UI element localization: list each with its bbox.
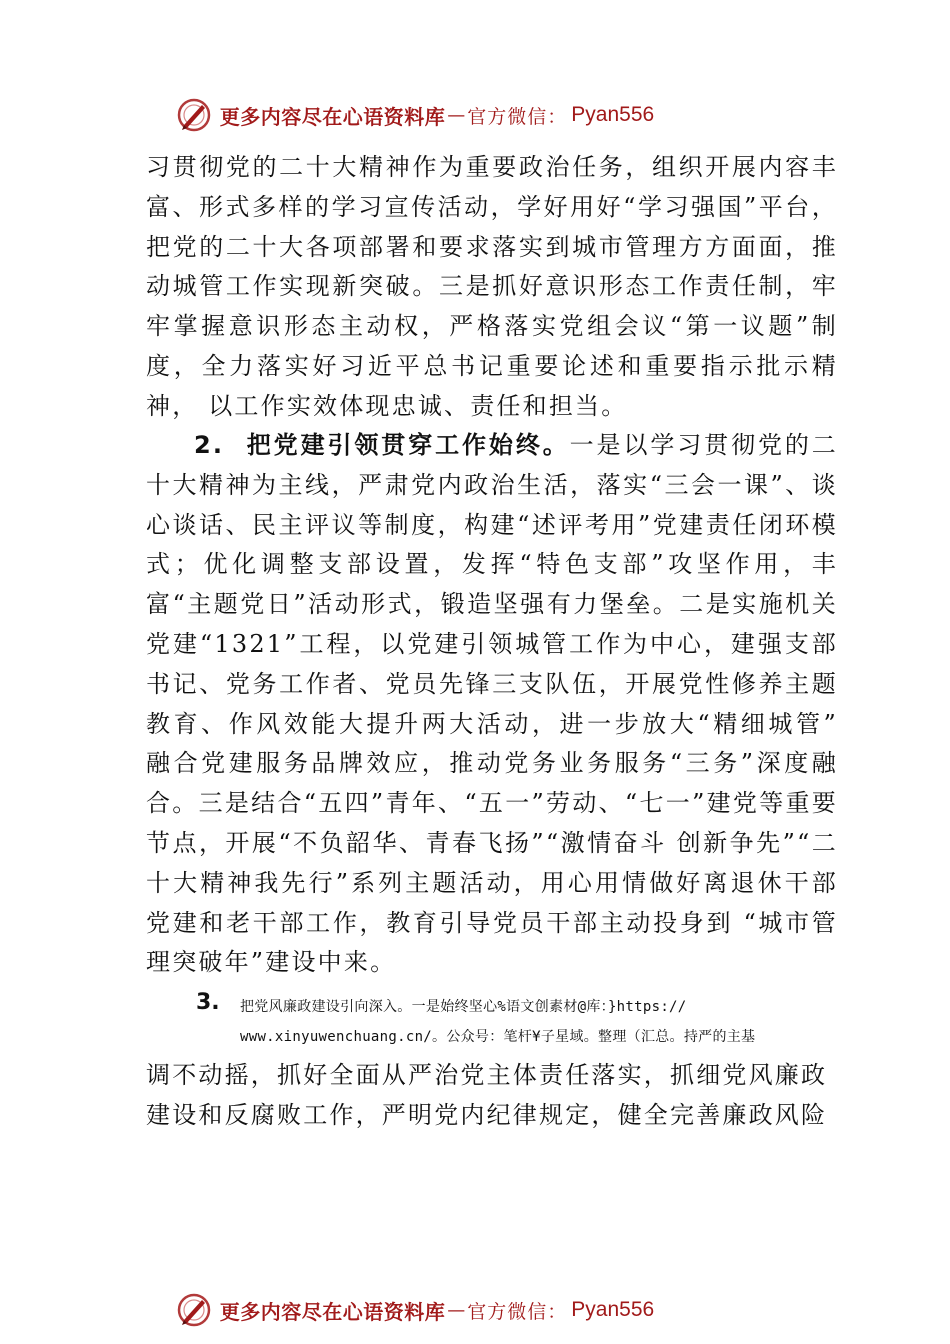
- item-2-heading: 把党建引领贯穿工作始终。: [246, 431, 570, 459]
- intro-paragraph-block: [146, 148, 838, 427]
- item-2-number: 2.: [194, 431, 225, 459]
- intro-paragraph: 习贯彻党的二十大精神作为重要政治任务，组织开展内容丰富、形式多样的学习宣传活动，学好用好“学习强国”平台， 把党的二十大各项部署和要求落实到城市管理方方面面，推 动城管工作实现新突破。三是抓好意识形态工作责任制，牢牢掌握意识形态主动权，严格落实党组会议“第一议题”制度，全力落实好习近平总书记重要论述和重要指示批示精神， 以工作实效体现忠诚、责任和担当。: [146, 153, 838, 420]
- item-3-continuation-block: [146, 1056, 838, 1136]
- banner-slogan: 更多内容尽在心语资料库: [219, 104, 446, 129]
- item-2-spacer: [224, 431, 247, 459]
- item-2-block: [146, 426, 838, 983]
- item-2-paragraph: [146, 426, 838, 983]
- footer-dash: —: [447, 1299, 466, 1321]
- item-3-line-2: www.xinyuwenchuang.cn/。公众号：笔杆¥子星域。整理（汇总。持严的主基: [240, 1029, 756, 1045]
- footer-wechat-label: 官方微信：: [467, 1300, 568, 1323]
- footer-banner: [0, 1287, 950, 1333]
- item-3-line-1: 把党风廉政建设引向深入。一是始终坚心%语文创素材@库：}https://: [240, 999, 687, 1015]
- pen-circle-logo-icon: [176, 97, 212, 133]
- banner-wechat-label: 官方微信：: [467, 105, 568, 128]
- banner-dash: —: [447, 104, 466, 126]
- footer-slogan: 更多内容尽在心语资料库: [219, 1299, 446, 1324]
- item-2-body: 一是以学习贯彻党的二十大精神为主线，严肃党内政治生活，落实“三会一课”、谈心谈话、民主评议等制度，构建“述评考用”党建责任闭环模式；优化调整支部设置，发挥“特色支部”攻坚作用，丰富“主题党日”活动形式，锻造坚强有力堡垒。二是实施机关党建“1321”工程，以党建引领城管工作为中心，建强支部书记、党务工作者、党员先锋三支队伍，开展党性修养主题教育、作风效能大提升两大活动，进一步放大“精细城管” 融合党建服务品牌效应，推动党务业务服务“三务”深度融合。三是结合“五四”青年、“五一”劳动、“七一”建党等重要节点，开展“不负韶华、青春飞扬”“激情奋斗 创新争先”“二十大精神我先行”系列主题活动，用心用情做好离退休干部党建和老干部工作，教育引导党员干部主动投身到 “城市管理突破年”建设中来。: [146, 431, 838, 977]
- pen-circle-logo-icon: [176, 1292, 212, 1328]
- item-3-small-text: [240, 992, 846, 1052]
- item-3-continuation: 调不动摇，抓好全面从严治党主体责任落实，抓细党风廉政建设和反腐败工作，严明党内纪律规定，健全完善廉政风险: [146, 1061, 828, 1129]
- header-banner: [0, 92, 950, 138]
- banner-wechat-id: Pyan556: [571, 103, 655, 126]
- item-3-number: 3.: [196, 990, 220, 1015]
- footer-wechat-id: Pyan556: [571, 1298, 655, 1321]
